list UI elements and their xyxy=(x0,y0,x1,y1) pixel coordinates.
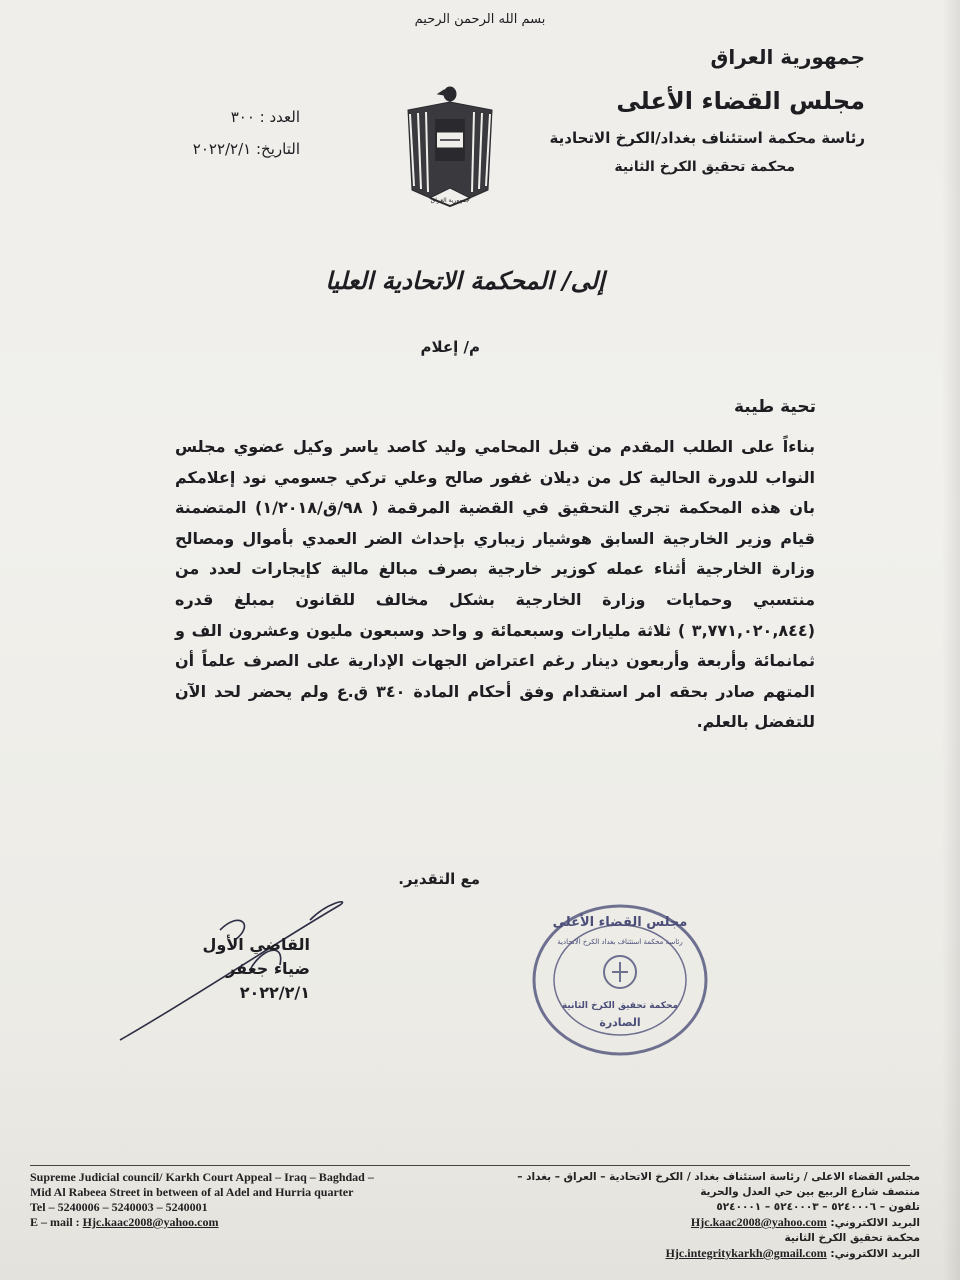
judge-name: ضياء جعفر xyxy=(226,959,310,978)
stamp-inner-text: رئاسة محكمة استئناف بغداد الكرخ الاتحادية xyxy=(557,938,683,946)
official-stamp xyxy=(530,900,710,1060)
footer-ar-email2-label: البريد الالكتروني: xyxy=(830,1248,920,1260)
country-name: جمهورية العراق xyxy=(710,45,865,69)
footer-english xyxy=(30,1170,450,1230)
signature-block xyxy=(170,935,310,1007)
footer-en-email-link[interactable]: Hjc.kaac2008@yahoo.com xyxy=(82,1215,219,1229)
stamp-label: الصادرة xyxy=(599,1016,641,1029)
presidency-name: رئاسة محكمة استئناف بغداد/الكرخ الاتحادية xyxy=(549,129,865,147)
footer-arabic xyxy=(500,1170,920,1262)
footer-en-line3: Tel – 5240006 – 5240003 – 5240001 xyxy=(30,1200,208,1214)
svg-text:جمهورية العراق: جمهورية العراق xyxy=(430,197,470,204)
footer-ar-court: محكمة تحقيق الكرخ الثانية xyxy=(784,1232,920,1244)
stamp-bottom-text: محكمة تحقيق الكرخ الثانية xyxy=(561,1001,679,1011)
footer-en-line1: Supreme Judicial council/ Karkh Court Appeal – Iraq – Baghdad – xyxy=(30,1170,374,1184)
footer-en-line2: Mid Al Rabeea Street in between of al Adel and Hurria quarter xyxy=(30,1185,354,1199)
reference-number: العدد : ٣٠٠ xyxy=(230,108,300,126)
letter-body: بناءاً على الطلب المقدم من قبل المحامي وليد كاصد ياسر وكيل عضوي مجلس النواب للدورة الحالية كل من ديلان غفور صالح وعلي تركي جسومي نود إعلامكم بان هذه المحكمة تجري التحقيق في القضية المرقمة ( ٩٨/ق/١/٢٠١٨) المتضمنة قيام وزير الخارجية السابق هوشيار زيباري بإحداث الضر العمدي بأموال ومصالح وزارة الخارجية أثناء عمله كوزير خارجية بصرف مبالغ مالية كإيجارات لعدد من منتسبي وحمايات وزارة الخارجية بشكل مخالف للقانون بمبلغ قدره (٣,٧٧١,٠٢٠,٨٤٤ ) ثلاثة مليارات وسبعمائة و واحد وسبعون مليون وعشرون الف و ثمانمائة وأربعة وأربعون دينار رغم اعتراض الجهات الإدارية على الصرف علماً أن المتهم صادر بحقه امر استقدام وفق أحكام المادة ٣٤٠ ق.ع ولم يحضر لحد الآن للتفضل بالعلم. xyxy=(175,437,816,732)
stamp-top-text: مجلس القضاء الأعلى xyxy=(552,915,688,930)
footer-ar-email-row xyxy=(500,1215,920,1231)
footer-ar-email2-link[interactable]: Hjc.integritykarkh@gmail.com xyxy=(665,1246,827,1260)
footer-ar-email-label: البريد الالكتروني: xyxy=(830,1217,920,1229)
greeting: تحية طيبة xyxy=(733,397,816,417)
basmala: بسم الله الرحمن الرحيم xyxy=(414,12,546,27)
letterhead-left xyxy=(140,108,300,172)
closing-regards: مع التقدير. xyxy=(398,870,480,888)
footer-ar-email2-row xyxy=(500,1246,920,1262)
subject-line: م/ إعلام xyxy=(420,338,480,356)
addressee: إلى/ المحكمة الاتحادية العليا xyxy=(325,266,605,295)
footer-en-email-label: E – mail : xyxy=(30,1215,80,1229)
footer-ar-line1: مجلس القضاء الاعلى / رئاسة استئناف بغداد / الكرخ الاتحادية – العراق – بغداد – xyxy=(517,1171,920,1183)
court-name: محكمة تحقيق الكرخ الثانية xyxy=(614,159,795,175)
footer-divider xyxy=(30,1165,910,1166)
footer-en-email-row xyxy=(30,1215,450,1230)
signature-date: ٢٠٢٢/٢/١ xyxy=(239,983,310,1002)
footer-ar-email-link[interactable]: Hjc.kaac2008@yahoo.com xyxy=(690,1215,827,1229)
letter-date: التاريخ: ٢٠٢٢/٢/١ xyxy=(192,140,300,158)
judge-title: القاضي الأول xyxy=(202,935,310,954)
iraq-eagle-emblem xyxy=(400,80,500,210)
footer-ar-line2: منتصف شارع الربيع بين حي العدل والحرية xyxy=(700,1186,920,1198)
footer-ar-line3: تلفون – ٥٢٤٠٠٠٦ – ٥٢٤٠٠٠٣ – ٥٢٤٠٠٠١ xyxy=(716,1201,920,1213)
letterhead-right xyxy=(485,45,865,175)
council-name: مجلس القضاء الأعلى xyxy=(616,87,865,115)
page-shadow xyxy=(942,0,960,1280)
